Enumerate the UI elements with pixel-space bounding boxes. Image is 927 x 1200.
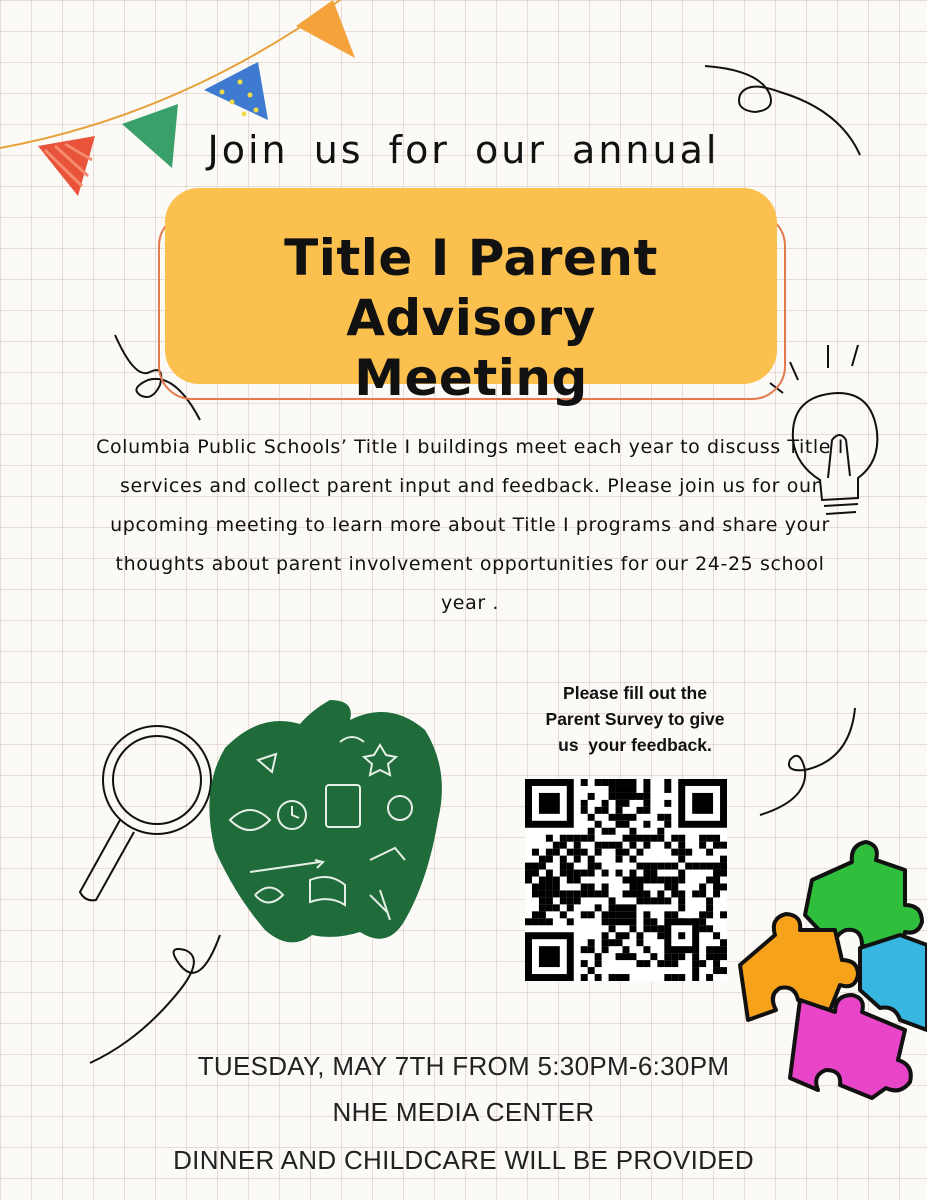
event-date: TUESDAY, MAY 7TH FROM 5:30PM-6:30PM — [197, 1051, 730, 1081]
swirl-icon — [760, 708, 855, 815]
event-note: DINNER AND CHILDCARE WILL BE PROVIDED — [173, 1145, 754, 1175]
qr-code-icon[interactable] — [525, 779, 727, 981]
page-title — [165, 228, 777, 408]
intro-text: Join us for our annual — [207, 128, 720, 172]
survey-line-2: Parent Survey to give — [545, 709, 725, 729]
description: Columbia Public Schools’ Title I buildings meet each year to discuss Title I services and collect parent input and feedback. Please join us for our upcoming meeting to learn more about Title I programs and share your thoughts about parent involvement opportunities for our 24-25 school year . — [96, 436, 844, 614]
apple-icon — [209, 700, 442, 942]
title-line-2: Meeting — [354, 349, 588, 407]
survey-line-3: us your feedback. — [558, 735, 712, 755]
event-location: NHE MEDIA CENTER — [332, 1097, 595, 1127]
swirl-icon — [90, 935, 220, 1063]
survey-line-1: Please fill out the — [563, 683, 707, 703]
title-line-1: Title I Parent Advisory — [284, 229, 658, 347]
survey-prompt — [500, 680, 770, 758]
magnifier-icon — [80, 726, 211, 900]
